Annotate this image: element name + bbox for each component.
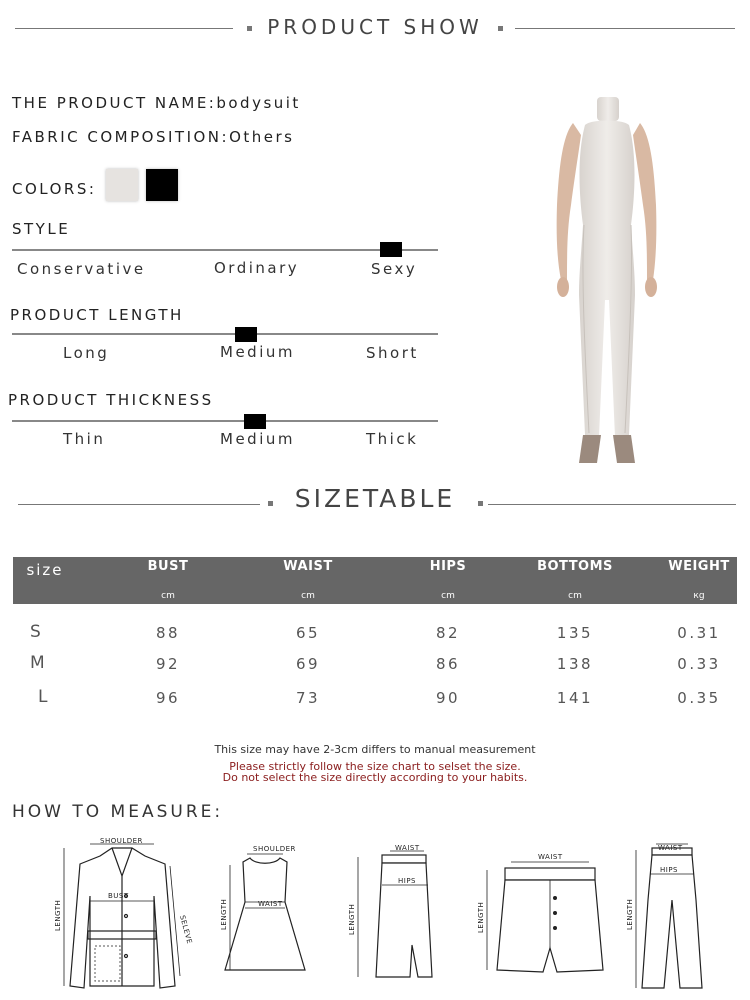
length-label-medium: Medium	[220, 343, 295, 361]
length-scale-line	[12, 333, 438, 335]
jacket-bust-label: BUST	[108, 892, 129, 900]
length-label-short: Short	[366, 344, 419, 362]
product-photo	[545, 95, 670, 467]
fabric-composition: FABRIC COMPOSITION:Others	[12, 128, 295, 146]
cell-hips: 86	[435, 655, 461, 673]
header-dot-right	[498, 26, 503, 31]
cell-weight: 0.31	[677, 624, 721, 642]
unit-bust: cm	[161, 591, 175, 601]
how-to-measure-title: HOW TO MEASURE:	[12, 802, 224, 822]
cell-size: S	[30, 622, 44, 642]
measurement-note: This size may have 2-3cm differs to manual measurement	[214, 743, 536, 756]
skirt-waist-label: WAIST	[395, 845, 420, 852]
color-swatch-black[interactable]	[146, 169, 178, 201]
thickness-scale-line	[12, 420, 438, 422]
style-label-ordinary: Ordinary	[214, 259, 300, 277]
trousers-waist-label: WAIST	[658, 844, 683, 852]
col-header-size: size	[26, 561, 64, 579]
style-label-sexy: Sexy	[371, 260, 418, 278]
cell-bust: 92	[155, 655, 181, 673]
cell-bottoms: 138	[556, 655, 594, 673]
thickness-label-thick: Thick	[366, 430, 419, 448]
unit-bottoms: cm	[568, 591, 582, 601]
thickness-scale-marker	[244, 414, 266, 429]
cell-hips: 82	[435, 624, 461, 642]
size-warning-1: Please strictly follow the size chart to selset the size.	[229, 760, 521, 773]
sizetable-line-right	[488, 504, 736, 505]
cell-size: L	[38, 687, 50, 707]
dress-length-label: LENGTH	[220, 898, 228, 930]
dress-measure-diagram	[215, 840, 315, 990]
style-scale-title: STYLE	[12, 220, 71, 238]
cell-bottoms: 135	[556, 624, 594, 642]
style-label-conservative: Conservative	[17, 260, 146, 278]
length-label-long: Long	[63, 344, 110, 362]
cell-bottoms: 141	[556, 689, 594, 707]
cell-weight: 0.35	[677, 689, 721, 707]
jacket-length-label: LENGTH	[54, 899, 62, 931]
product-show-title: PRODUCT SHOW	[267, 15, 483, 39]
length-scale-marker	[235, 327, 257, 342]
jacket-measure-diagram	[50, 836, 200, 994]
style-scale-marker	[380, 242, 402, 257]
skirt-measure-diagram	[340, 845, 440, 990]
colors-label: COLORS:	[12, 180, 97, 198]
size-warning-2: Do not select the size directly according to your habits.	[222, 771, 528, 784]
unit-waist: cm	[301, 591, 315, 601]
jacket-sleeve-label: SELEVE	[178, 914, 194, 945]
color-swatch-white[interactable]	[106, 169, 138, 201]
cell-size: M	[30, 653, 48, 673]
trousers-hips-label: HIPS	[660, 866, 678, 874]
shorts-length-label: LENGTH	[477, 901, 485, 933]
cell-waist: 69	[295, 655, 321, 673]
col-header-weight: WEIGHT	[668, 559, 730, 574]
trousers-length-label: LENGTH	[626, 898, 634, 930]
cell-waist: 65	[295, 624, 321, 642]
sizetable-title: SIZETABLE	[294, 484, 456, 513]
product-name: THE PRODUCT NAME:bodysuit	[12, 94, 301, 112]
thickness-label-medium: Medium	[220, 430, 295, 448]
shorts-measure-diagram	[475, 848, 615, 978]
cell-weight: 0.33	[677, 655, 721, 673]
header-line-right	[515, 28, 735, 29]
trousers-measure-diagram	[622, 840, 722, 995]
thickness-scale-title: PRODUCT THICKNESS	[8, 391, 214, 409]
cell-bust: 88	[155, 624, 181, 642]
col-header-bust: BUST	[147, 559, 189, 574]
length-scale-title: PRODUCT LENGTH	[10, 306, 184, 324]
cell-bust: 96	[155, 689, 181, 707]
col-header-waist: WAIST	[283, 559, 333, 574]
unit-hips: cm	[441, 591, 455, 601]
skirt-length-label: LENGTH	[348, 903, 356, 935]
cell-waist: 73	[295, 689, 321, 707]
shorts-waist-label: WAIST	[538, 853, 563, 861]
size-table-header	[13, 557, 737, 604]
jacket-shoulder-label: SHOULDER	[100, 837, 143, 845]
unit-weight: кg	[693, 591, 705, 601]
thickness-label-thin: Thin	[63, 430, 106, 448]
sizetable-dot-right	[478, 501, 483, 506]
col-header-hips: HIPS	[429, 559, 467, 574]
col-header-bottoms: BOTTOMS	[537, 559, 613, 574]
dress-shoulder-label: SHOULDER	[253, 845, 296, 853]
style-scale-line	[12, 249, 438, 251]
skirt-hips-label: HIPS	[398, 877, 416, 885]
cell-hips: 90	[435, 689, 461, 707]
dress-waist-label: WAIST	[258, 900, 283, 908]
